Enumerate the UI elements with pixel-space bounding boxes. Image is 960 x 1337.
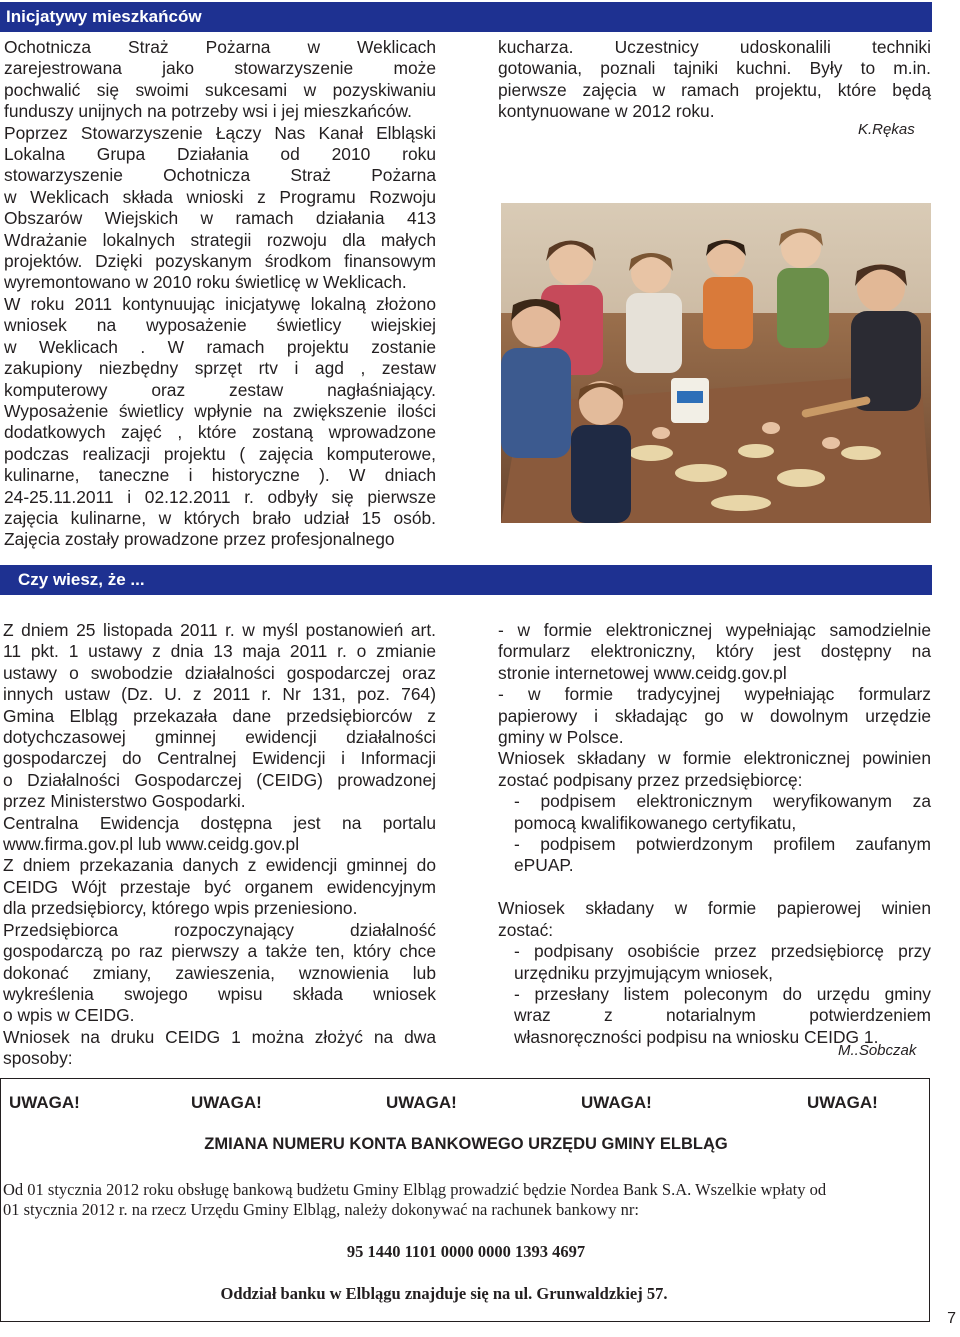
text-line: wraz z notarialnym potwierdzeniem [514,1005,931,1026]
text-line: sposoby: [3,1048,73,1069]
text-line [498,877,931,898]
article-right-column [498,37,931,123]
warning-label: UWAGA! [581,1093,652,1112]
text-line: Wdrażanie lokalnych strategii rozwoju dla małych [4,229,436,250]
text-line: Wniosek na druku CEIDG 1 można złożyć na dwa [3,1026,436,1047]
text-line: dotychczasowej gminnej ewidencji działalności [3,727,436,748]
text-line: własnoręczności podpisu na wniosku CEIDG 1. [514,1026,879,1047]
text-line: gotowania, poznali tajniki kuchni. Były to m.in. [498,58,931,79]
text-line: - podpisany osobiście przez przedsiębiorcę przy [514,941,931,962]
text-line: - przesłany listem poleconym do urzędu gminy [514,983,931,1004]
text-line: - podpisem elektronicznym weryfikowanym za [514,791,931,812]
text-line: urzędniku przyjmującym wniosek, [514,962,774,983]
text-line: - w formie elektronicznej wypełniając samodzielnie [498,620,931,640]
text-line: zajęcia kulinarne, w których brało udział 15 osób. [4,507,436,528]
account-number: 95 1440 1101 0000 0000 1393 4697 [346,1242,586,1261]
text-line: Gmina Elbląg przekazała dane przedsiębiorców z [3,705,436,726]
text-line: ePUAP. [514,855,574,876]
text-line: kucharza. Uczestnicy udoskonalili techniki [498,37,931,57]
text-line: gospodarczą po raz pierwszy a także ten, który chce [3,941,436,962]
text-line: w Weklicach składa wnioski z Programu Rozwoju [4,186,436,207]
text-line: Centralna Ewidencja dostępna jest na portalu [3,812,436,833]
text-line: dokonać zmiany, zawieszenia, wznowienia lub [3,962,436,983]
text-line: o Działalności Gospodarczej (CEIDG) prowadzonej [3,769,436,790]
info-signature: M..Sobczak [838,1042,917,1059]
text-line: kulinarne, taneczne i historyczne ). W dniach [4,465,436,486]
text-line: Lokalna Grupa Działania od 2010 roku [4,144,436,165]
text-line: wniosek na wyposażenie świetlicy wiejskiej [4,315,436,336]
text-line: CEIDG Wójt przestaje być organem ewidencyjnym [3,876,436,897]
text-line: stronie internetowej www.ceidg.gov.pl [498,662,787,683]
text-line: w Weklicach . W ramach projektu zostanie [4,336,436,357]
page-number: 7 [947,1310,956,1327]
text-line: o wpis w CEIDG. [3,1005,135,1026]
text-line: zostać: [498,919,554,940]
text-line: Ochotnicza Straż Pożarna w Weklicach [4,37,436,57]
text-line: 24-25.11.2011 i 02.12.2011 r. odbyły się pierwsze [4,486,436,507]
text-line: wykreślenia swojego wpisu składa wniosek [3,983,436,1004]
text-line: gminy w Polsce. [498,727,624,748]
text-line: Obszarów Wiejskich w ramach działania 413 [4,208,436,229]
text-line: wyremontowano w 2010 roku świetlicę w Weklicach. [4,272,407,293]
text-line: papierowy i składając go w dowolnym urzędzie [498,705,931,726]
notice-body-line: Od 01 stycznia 2012 roku obsługę bankową budżetu Gminy Elbląg prowadzić będzie Nordea Bank S.A. Wszelkie wpłaty od [3,1180,827,1199]
bank-account-notice [0,1078,930,1322]
text-line: innych ustaw (Dz. U. z 2011 r. Nr 131, poz. 764) [3,684,436,705]
text-line: Przedsiębiorca rozpoczynający działalność [3,919,436,940]
warning-label: UWAGA! [807,1093,878,1112]
text-line: funduszy unijnych na potrzeby wsi i jej mieszkańców. [4,101,412,122]
text-line: Wniosek składany w formie papierowej winien [498,898,931,919]
text-line: 11 pkt. 1 ustawy z dnia 13 maja 2011 r. o zmianie [3,641,436,662]
text-line: zakupiony niezbędny sprzęt rtv i agd , zestaw [4,358,436,379]
text-line: komputerowy oraz zestaw nagłaśniający. [4,379,436,400]
text-line: zostać podpisany przez przedsiębiorcę: [498,769,803,790]
info-left-column [3,620,436,1070]
text-line: Wyposażenie świetlicy wpłynie na zwiększenie ilości [4,400,436,421]
warning-label: UWAGA! [386,1093,457,1112]
text-line: Wniosek składany w formie elektronicznej powinien [498,748,931,769]
text-line: www.firma.gov.pl lub www.ceidg.gov.pl [3,834,300,855]
text-line: - w formie tradycyjnej wypełniając formularz [498,684,931,705]
cooking-workshop-photo [501,203,931,523]
section-heading-inicjatywy: Inicjatywy mieszkańców [0,2,932,32]
section-heading-czy-wiesz: Czy wiesz, że ... [0,565,932,595]
text-line: przez Ministerstwo Gospodarki. [3,791,246,812]
article-left-column [4,37,436,551]
text-line: Z dniem 25 listopada 2011 r. w myśl postanowień art. [3,620,436,640]
text-line: gospodarczej do Centralnej Ewidencji i Informacji [3,748,436,769]
text-line: podczas realizacji projektu ( zajęcia komputerowe, [4,443,436,464]
notice-title: ZMIANA NUMERU KONTA BANKOWEGO URZĘDU GMINY ELBLĄG [204,1135,728,1153]
text-line: - podpisem potwierdzonym profilem zaufanym [514,834,931,855]
text-line: pochwalić się swoimi sukcesami w pozyskiwaniu [4,79,436,100]
text-line: ustawy o swobodzie działalności gospodarczej oraz [3,662,436,683]
text-line: Zajęcia zostały prowadzone przez profesjonalnego [4,529,395,550]
text-line: W roku 2011 kontynuując inicjatywę lokalną złożono [4,293,436,314]
text-line: Poprzez Stowarzyszenie Łączy Nas Kanał Elbląski [4,122,436,143]
article-signature: K.Rękas [858,121,915,138]
text-line: pomocą kwalifikowanego certyfikatu, [514,812,797,833]
info-right-column [498,620,931,1048]
text-line: formularz elektroniczny, który jest dostępny na [498,641,931,662]
text-line: dla przedsiębiorcy, którego wpis przeniesiono. [3,898,358,919]
warning-label: UWAGA! [191,1093,262,1112]
bank-branch-address: Oddział banku w Elblągu znajduje się na ul. Grunwaldzkiej 57. [220,1284,668,1303]
notice-body-line: 01 stycznia 2012 r. na rzecz Urzędu Gminy Elbląg, należy dokonywać na rachunek bankowy nr: [3,1200,639,1219]
text-line: projektów. Dzięki pozyskanym środkom finansowym [4,251,436,272]
text-line: pierwsze zajęcia w ramach projektu, które będą [498,79,931,100]
text-line: zarejestrowana jako stowarzyszenie może [4,58,436,79]
text-line: stowarzyszenie Ochotnicza Straż Pożarna [4,165,436,186]
text-line: dodatkowych zajęć , które zostaną wprowadzone [4,422,436,443]
text-line: kontynuowane w 2012 roku. [498,101,715,122]
text-line: Z dniem przekazania danych z ewidencji gminnej do [3,855,436,876]
warning-label: UWAGA! [9,1093,80,1112]
